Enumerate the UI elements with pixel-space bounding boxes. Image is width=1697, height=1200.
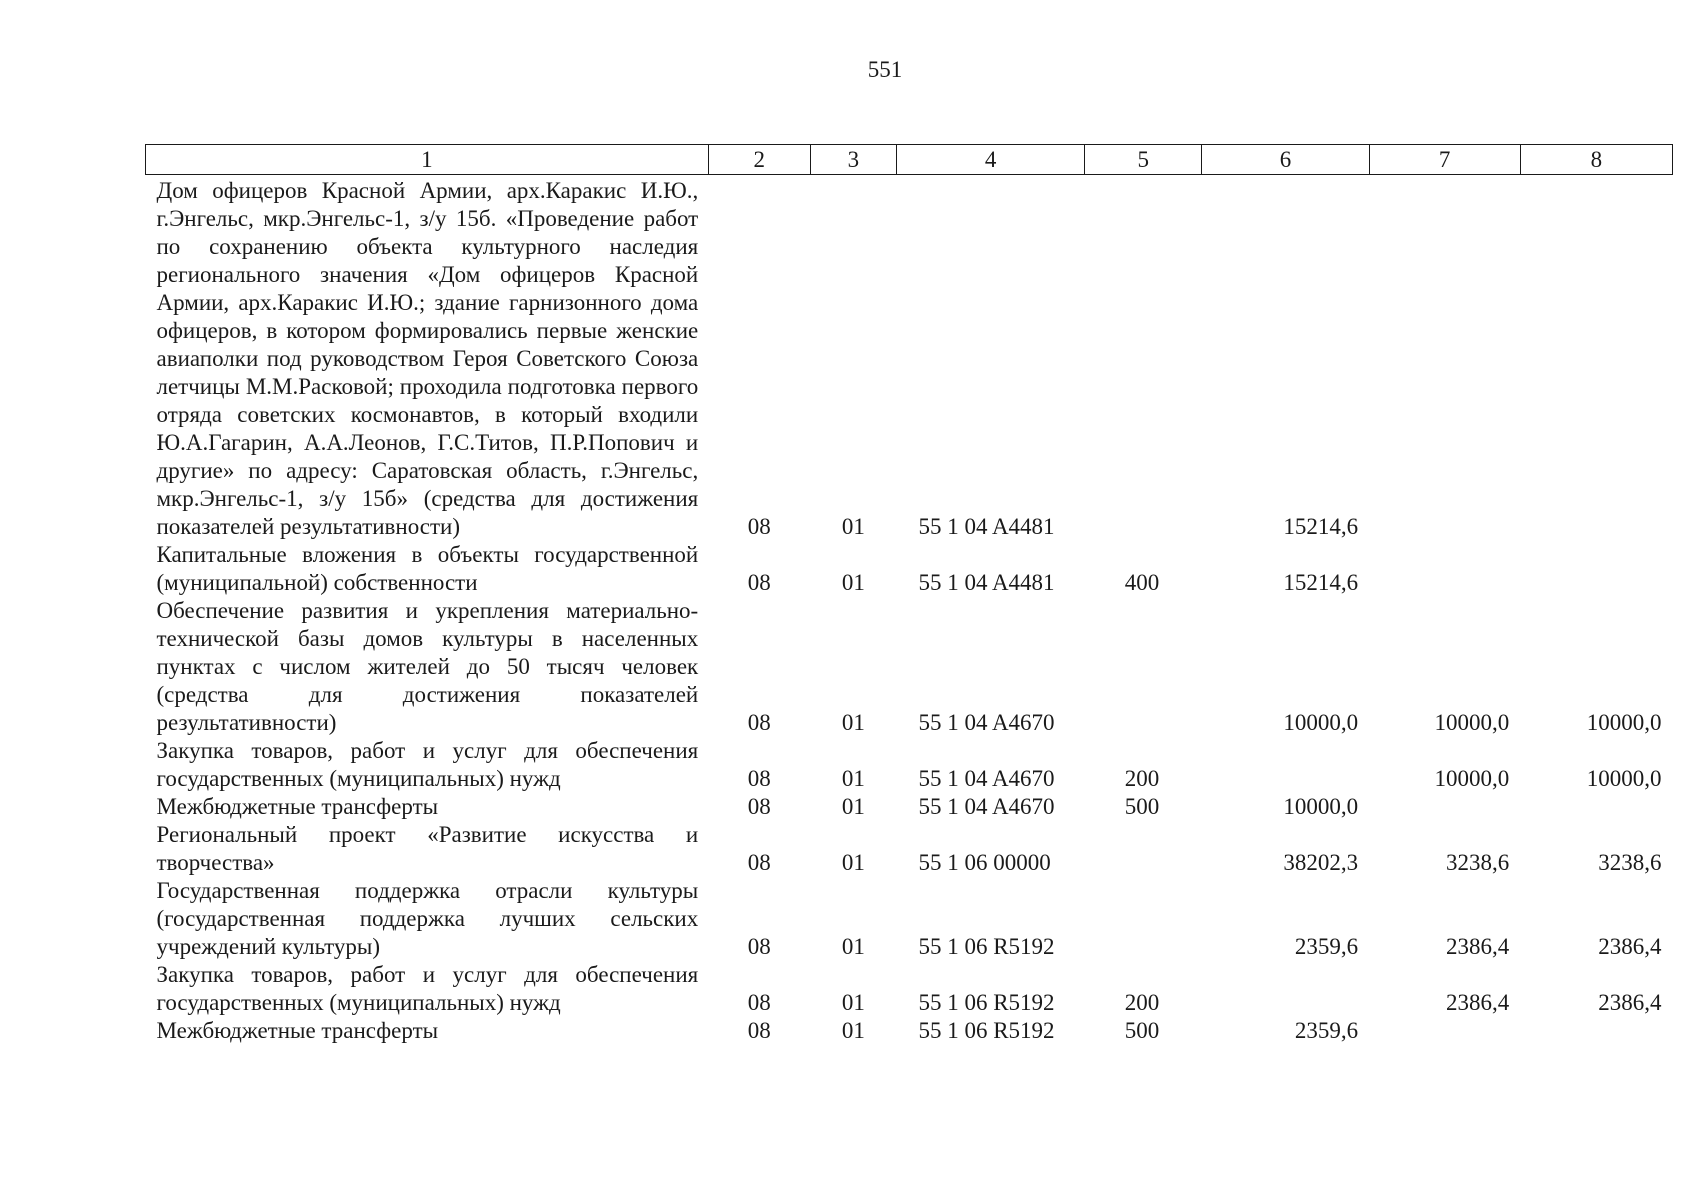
amount-col6-cell: 2359,6 [1294,1018,1359,1043]
budget-table [145,144,1673,1045]
expense-type-cell [1085,175,1202,542]
amount-col8-cell: 3238,6 [1598,850,1662,875]
row-name-cell: Дом офицеров Красной Армии, арх.Каракис И.Ю., г.Энгельс, мкр.Энгельс-1, з/у 15б. «Проведение работ по сохранению объекта культурного наследия регионального значения «Дом офицеров Красной Армии, арх.Каракис И.Ю.; здание гарнизонного дома офицеров, в котором формировались первые женские авиаполки под руководством Героя Советского Союза летчицы М.М.Расковой; проходила подготовка первого отряда советских космонавтов, в который входили Ю.А.Гагарин, А.А.Леонов, Г.С.Титов, П.Р.Попович и другие» по адресу: Саратовская область, г.Энгельс, мкр.Энгельс-1, з/у 15б» (средства для достижения показателей результативности) [156,178,699,539]
header-cell: 4 [896,145,1084,175]
subsection-code-cell: 01 [841,794,865,819]
row-name-cell: Региональный проект «Развитие искусства и творчества» [156,822,699,875]
target-article-cell: 55 1 04 A4670 [918,794,1055,819]
header-cell: 7 [1369,145,1520,175]
amount-col6-cell: 15214,6 [1283,514,1359,539]
header-cell: 8 [1520,145,1672,175]
section-code-cell: 08 [747,766,771,791]
header-cell: 2 [708,145,810,175]
target-article-cell: 55 1 04 A4481 [918,570,1055,595]
amount-col8-cell: 2386,4 [1598,934,1662,959]
table-row [146,737,1673,793]
header-cell: 1 [146,145,709,175]
table-row [146,541,1673,597]
subsection-code-cell: 01 [841,766,865,791]
expense-type-cell [1085,877,1202,961]
section-code-cell: 08 [747,990,771,1015]
amount-col8-cell: 2386,4 [1598,990,1662,1015]
subsection-code-cell: 01 [841,710,865,735]
section-code-cell: 08 [747,794,771,819]
amount-col6-cell: 2359,6 [1294,934,1359,959]
expense-type-cell: 400 [1124,570,1160,595]
amount-col6-cell: 10000,0 [1283,794,1359,819]
header-cell: 5 [1085,145,1202,175]
header-cell: 3 [810,145,896,175]
target-article-cell: 55 1 04 A4670 [918,766,1055,791]
table-row [146,1017,1673,1045]
target-article-cell: 55 1 06 R5192 [918,934,1055,959]
row-name-cell: Обеспечение развития и укрепления материально-технической базы домов культуры в населенных пунктах с числом жителей до 50 тысяч человек (средства для достижения показателей результативности) [156,598,699,735]
amount-col7-cell [1369,175,1520,542]
amount-col8-cell: 10000,0 [1586,710,1662,735]
header-cell: 6 [1202,145,1369,175]
row-name-cell: Закупка товаров, работ и услуг для обеспечения государственных (муниципальных) нужд [156,738,699,791]
amount-col8-cell [1520,1017,1672,1045]
amount-col7-cell [1369,1017,1520,1045]
section-code-cell: 08 [747,934,771,959]
expense-type-cell: 500 [1124,794,1160,819]
amount-col8-cell [1520,793,1672,821]
amount-col7-cell [1369,793,1520,821]
expense-type-cell: 500 [1124,1018,1160,1043]
row-name-cell: Государственная поддержка отрасли культуры (государственная поддержка лучших сельских учреждений культуры) [156,878,699,959]
amount-col6-cell [1202,737,1369,793]
row-name-cell: Закупка товаров, работ и услуг для обеспечения государственных (муниципальных) нужд [156,962,699,1015]
table-row [146,793,1673,821]
amount-col8-cell [1520,541,1672,597]
amount-col8-cell: 10000,0 [1586,766,1662,791]
amount-col6-cell: 38202,3 [1283,850,1359,875]
target-article-cell: 55 1 04 A4670 [918,710,1055,735]
amount-col7-cell: 10000,0 [1434,766,1510,791]
amount-col6-cell: 15214,6 [1283,570,1359,595]
subsection-code-cell: 01 [841,850,865,875]
expense-type-cell [1085,597,1202,737]
amount-col7-cell: 2386,4 [1446,934,1510,959]
subsection-code-cell: 01 [841,514,865,539]
target-article-cell: 55 1 06 00000 [918,850,1051,875]
table-row [146,821,1673,877]
subsection-code-cell: 01 [841,934,865,959]
table-row [146,961,1673,1017]
target-article-cell: 55 1 06 R5192 [918,990,1055,1015]
expense-type-cell: 200 [1124,990,1160,1015]
amount-col6-cell [1202,961,1369,1017]
amount-col7-cell: 2386,4 [1446,990,1510,1015]
subsection-code-cell: 01 [841,1018,865,1043]
section-code-cell: 08 [747,850,771,875]
section-code-cell: 08 [747,1018,771,1043]
amount-col6-cell: 10000,0 [1283,710,1359,735]
table-row [146,597,1673,737]
section-code-cell: 08 [747,514,771,539]
header-row [146,145,1673,175]
amount-col7-cell: 10000,0 [1434,710,1510,735]
row-name-cell: Межбюджетные трансферты [156,794,439,819]
expense-type-cell: 200 [1124,766,1160,791]
amount-col8-cell [1520,175,1672,542]
expense-type-cell [1085,821,1202,877]
table-row [146,877,1673,961]
amount-col7-cell: 3238,6 [1446,850,1510,875]
subsection-code-cell: 01 [841,990,865,1015]
page-number: 551 [867,57,903,82]
section-code-cell: 08 [747,570,771,595]
target-article-cell: 55 1 06 R5192 [918,1018,1055,1043]
row-name-cell: Межбюджетные трансферты [156,1018,439,1043]
target-article-cell: 55 1 04 A4481 [918,514,1055,539]
table-row [146,175,1673,542]
subsection-code-cell: 01 [841,570,865,595]
amount-col7-cell [1369,541,1520,597]
section-code-cell: 08 [747,710,771,735]
row-name-cell: Капитальные вложения в объекты государственной (муниципальной) собственности [156,542,699,595]
